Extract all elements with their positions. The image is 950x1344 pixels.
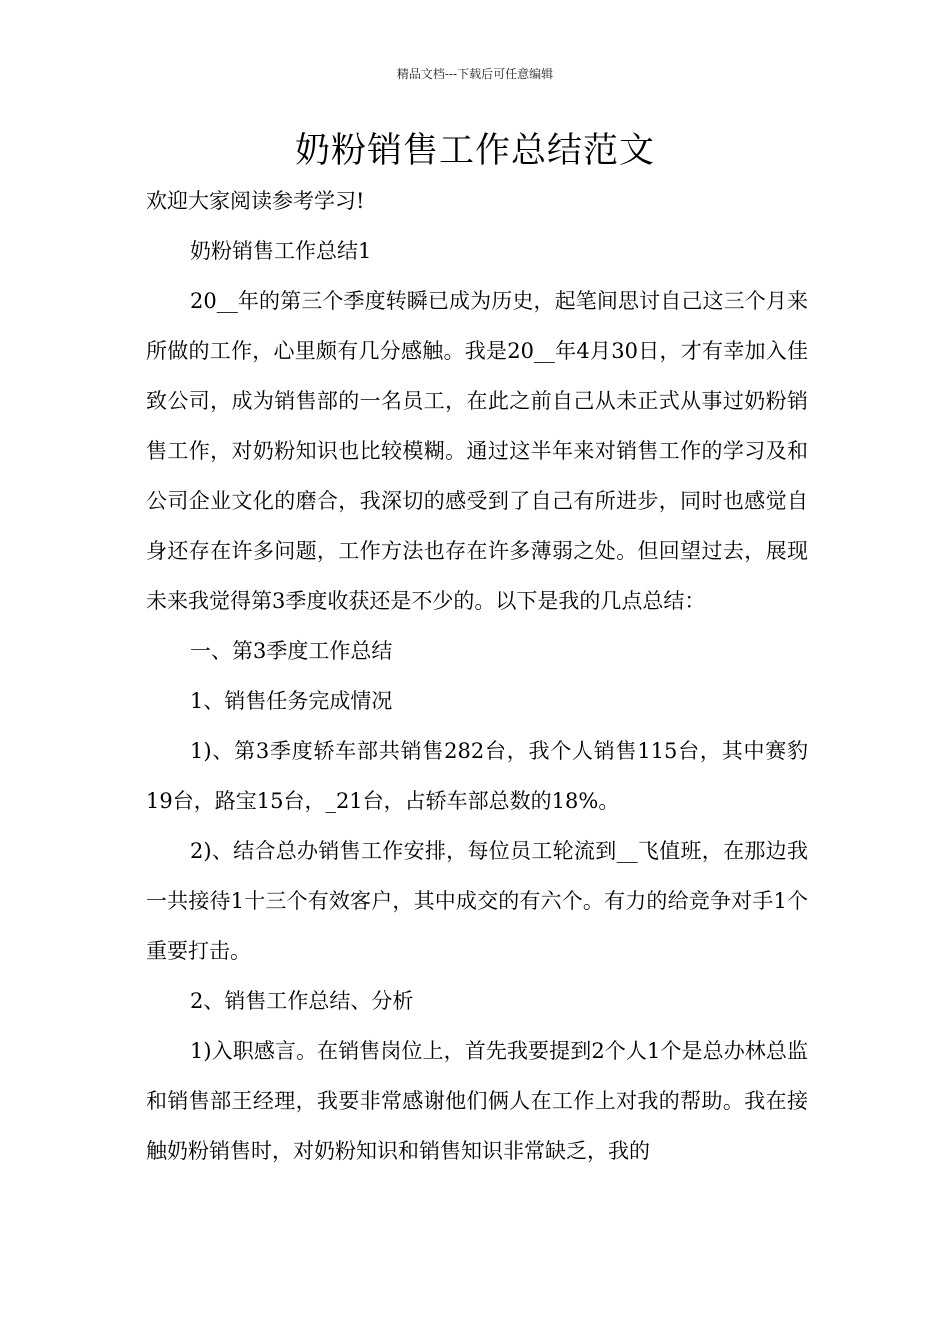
page-header-note: 精品文档---下载后可任意编辑 — [396, 67, 554, 81]
document-body — [146, 176, 808, 1176]
greeting-paragraph: 欢迎大家阅读参考学习! — [146, 189, 365, 213]
document-title: 奶粉销售工作总结范文 — [294, 131, 655, 171]
subsection-heading-sales-analysis: 2、销售工作总结、分析 — [190, 989, 414, 1013]
subsection-heading-sales-tasks: 1、销售任务完成情况 — [190, 689, 393, 713]
sales-item-2-paragraph: 2)、结合总办销售工作安排，每位员工轮流到__飞值班，在那边我一共接待1十三个有效客户，其中成交的有六个。有力的给竞争对手1个重要打击。 — [146, 839, 808, 963]
section-heading-summary-1: 奶粉销售工作总结1 — [190, 239, 372, 263]
section-heading-q3-summary: 一、第3季度工作总结 — [190, 639, 393, 663]
sales-item-1-paragraph: 1)、第3季度轿车部共销售282台，我个人销售115台，其中赛豹19台，路宝15台，_21台，占轿车部总数的18%。 — [146, 739, 808, 813]
intro-paragraph: 20__年的第三个季度转瞬已成为历史，起笔间思讨自己这三个月来所做的工作，心里颇有几分感触。我是20__年4月30日，才有幸加入佳致公司，成为销售部的一名员工，在此之前自己从未正式从事过奶粉销售工作，对奶粉知识也比较模糊。通过这半年来对销售工作的学习及和公司企业文化的磨合，我深切的感受到了自己有所进步，同时也感觉自身还存在许多问题，工作方法也存在许多薄弱之处。但回望过去，展现未来我觉得第3季度收获还是不少的。以下是我的几点总结： — [146, 289, 808, 613]
analysis-item-1-paragraph: 1)入职感言。在销售岗位上，首先我要提到2个人1个是总办林总监和销售部王经理，我要非常感谢他们俩人在工作上对我的帮助。我在接触奶粉销售时，对奶粉知识和销售知识非常缺乏，我的 — [146, 1039, 808, 1163]
